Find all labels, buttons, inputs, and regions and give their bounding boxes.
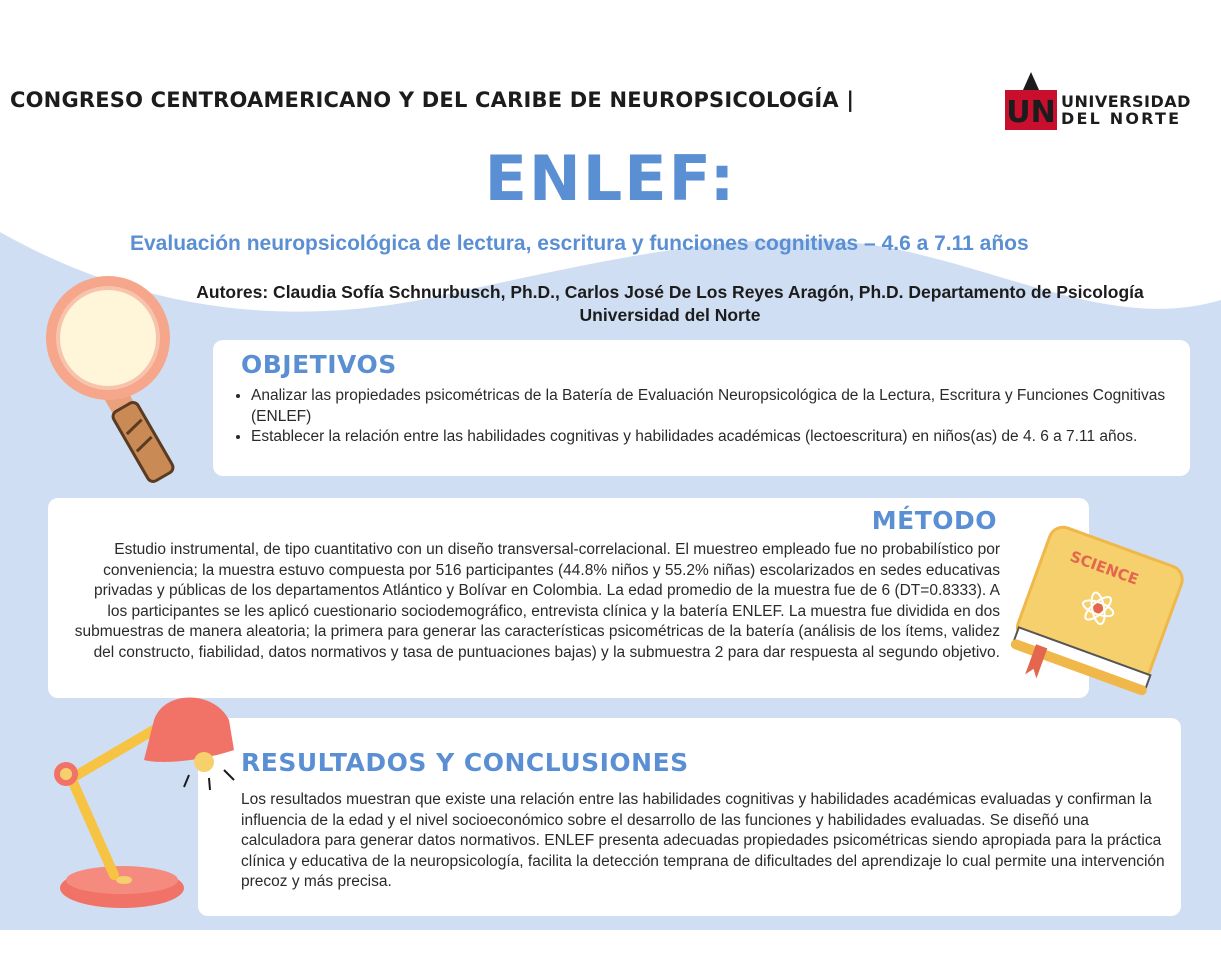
resultados-text: Los resultados muestran que existe una relación entre las habilidades cognitivas y habilidades académicas evaluadas y confirman la influencia de la edad y el nivel socioeconómico sobre el desarrollo de las funciones y habilidades evaluadas. Se diseñó una calculadora para generar datos normativos. ENLEF presenta adecuadas propiedades psicométricas siendo apropiada para la práctica clínica y educativa de la neuropsicología, facilita la detección temprana de dificultades del aprendizaje lo cual permite una intervención precoz y más precisa. [241, 791, 1165, 891]
metodo-heading: MÉTODO [871, 506, 997, 535]
logo-line2: DEL NORTE [1061, 109, 1182, 128]
university-logo [1005, 72, 1201, 134]
objetivo-item: • Establecer la relación entre las habilidades cognitivas y habilidades académicas (lectoescritura) en niños(as) de 4. 6 a 7.11 años. [251, 427, 1171, 448]
congress-title: CONGRESO CENTROAMERICANO Y DEL CARIBE DE NEUROPSICOLOGÍA | [10, 88, 855, 112]
desk-lamp-icon [44, 690, 244, 920]
objetivos-list [237, 386, 1171, 448]
authors-line1: Autores: Claudia Sofía Schnurbusch, Ph.D., Carlos José De Los Reyes Aragón, Ph.D. Departamento de Psicología [196, 282, 1144, 302]
un-logo-mark [1005, 72, 1057, 130]
logo-un-text: UN [1006, 95, 1056, 130]
magnifying-glass-icon [38, 266, 203, 496]
authors [160, 281, 1180, 327]
objetivo-item: • Analizar las propiedades psicométricas de la Batería de Evaluación Neuropsicológica de la Lectura, Escritura y Funciones Cognitivas (ENLEF) [251, 386, 1171, 427]
resultados-card [198, 718, 1181, 916]
metodo-card [48, 498, 1089, 698]
science-book-icon [1000, 514, 1205, 699]
objetivos-card [213, 340, 1190, 476]
metodo-text: Estudio instrumental, de tipo cuantitativo con un diseño transversal-correlacional. El muestreo empleado fue no probabilístico por conveniencia; la muestra estuvo compuesta por 516 participantes (44.8% niños y 55.2% niñas) escolarizados en sedes educativas privadas y públicas de los departamentos Atlántico y Bolívar en Colombia. La edad promedio de la muestra fue de 6 (DT=0.8333). A los participantes se les aplicó cuestionario sociodemográfico, entrevista clínica y la batería ENLEF. La muestra fue dividida en dos submuestras de manera aleatoria; la primera para generar las características psicométricas de la batería (análisis de los ítems, validez del constructo, fiabilidad, datos normativos y tasa de puntuaciones bajas) y la submuestra 2 para dar respuesta al segundo objetivo. [74, 541, 1000, 661]
resultados-heading: RESULTADOS Y CONCLUSIONES [241, 748, 689, 777]
authors-line2: Universidad del Norte [579, 305, 761, 325]
objetivos-heading: OBJETIVOS [241, 350, 397, 379]
poster-subtitle: Evaluación neuropsicológica de lectura, escritura y funciones cognitivas – 4.6 a 7.11 años [130, 232, 1029, 255]
logo-line1: UNIVERSIDAD [1061, 92, 1191, 111]
poster-title: ENLEF: [484, 142, 737, 215]
book-label: SCIENCE [1067, 547, 1141, 589]
